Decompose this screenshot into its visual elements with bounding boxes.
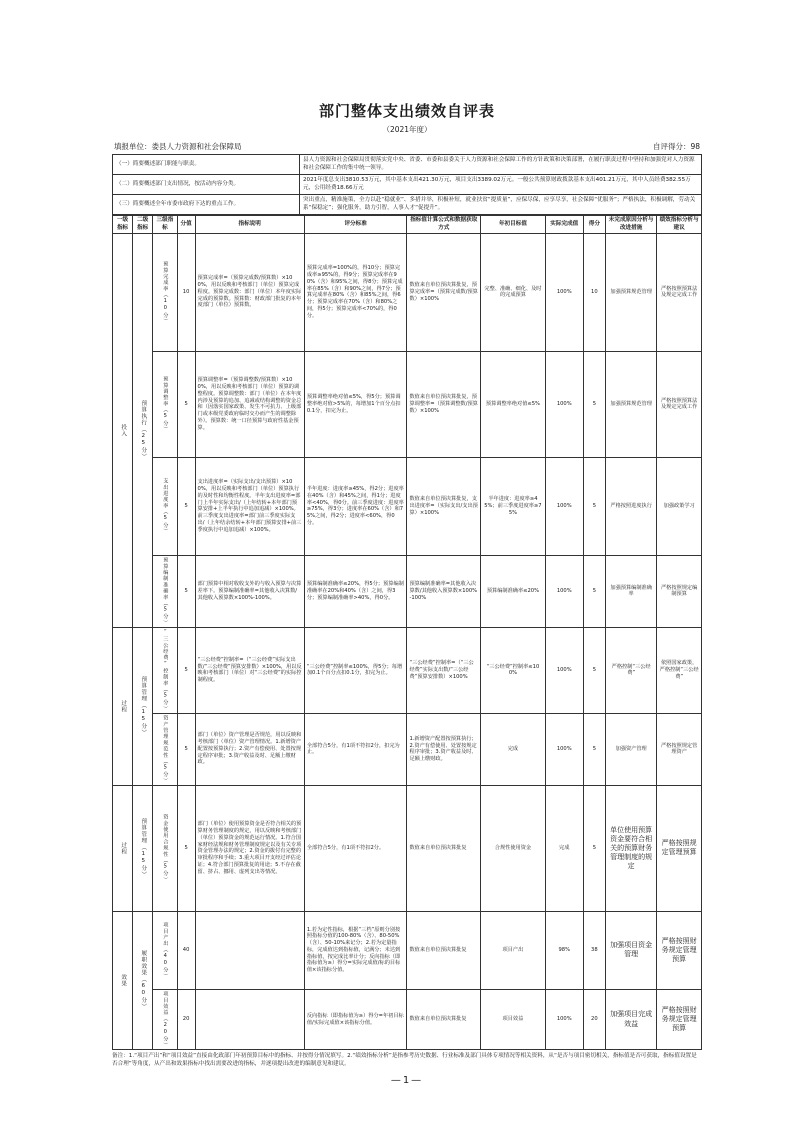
- score-cell: 40: [177, 911, 195, 989]
- level1-cell: 过程: [113, 785, 133, 911]
- got-cell: 5: [583, 351, 605, 457]
- score-cell: 5: [177, 351, 195, 457]
- table-row: [113, 457, 702, 555]
- table-row: [113, 713, 702, 785]
- actual-cell: 100%: [545, 555, 583, 627]
- table-row: [113, 911, 702, 989]
- target-cell: 完整、准确、细化、及时的完成预算: [481, 233, 546, 351]
- level3-cell: 支出进度率（5分）: [153, 457, 178, 555]
- advice-cell: 严格按照规定管理资产: [657, 713, 702, 785]
- desc-cell: “三公经费”控制率=（“三公经费”实际支出数/“三公经费”预算安排数）×100%，用以反映和考核部门（单位）对“三公经费”的实际控制程度。: [195, 627, 304, 713]
- actual-cell: 100%: [545, 233, 583, 351]
- table-row: [113, 627, 702, 713]
- got-cell: 10: [583, 233, 605, 351]
- table-row: [113, 351, 702, 457]
- page-title: 部门整体支出绩效自评表: [318, 102, 495, 120]
- advice-cell: 严格按照预算法及规定完成工作: [657, 351, 702, 457]
- got-cell: 38: [583, 911, 605, 989]
- target-cell: 预算编制准确率≤20%: [481, 555, 546, 627]
- indicator-table: [112, 215, 702, 1050]
- table-row: [113, 233, 702, 351]
- score-cell: 5: [177, 457, 195, 555]
- rule-cell: 预算编制准确率≤20%，得5分；预算编制准确率在20%和40%（含）之间，得3分；预算编制准确率>40%，得0分。: [304, 555, 407, 627]
- level2-cell: 预算管理（15分）: [133, 785, 153, 911]
- formula-cell: 数值来自单位预决算批复: [407, 785, 481, 911]
- actual-cell: 完成: [545, 785, 583, 911]
- got-cell: 5: [583, 555, 605, 627]
- desc-cell: 部门（单位）使用预算资金是否符合相关的预算财务管理制度的规定，用以反映和考核部门（单位）预算资金的规范运行情况。1.符合国家财经法规和财务管理制度规定以及有关专项资金管理办法的规定；2.资金的拨付有完整的审批程序和手续；3.重大项目开支经过评估论证；4.符合部门预算批复的用途；5.不存在截留、挤占、挪用、虚列支出等情况。: [195, 785, 304, 911]
- rule-cell: 全部符合5分，有1项不符扣2分，扣完为止。: [304, 713, 407, 785]
- level1-cell: 过程: [113, 627, 133, 785]
- reason-cell: 加强项目资金管理: [606, 911, 657, 989]
- reporting-unit: 填报单位：娄县人力资源和社会保障局: [114, 142, 242, 151]
- advice-cell: 严格按照预算法及规定完成工作: [657, 233, 702, 351]
- level3-cell: 资金使用合规性（5分）: [153, 785, 178, 911]
- summary-text: 突出重点，精准施策，全力以赴“稳就业”、多措并举，积极补短，就业扶贫“提质量”，应保尽保，应享尽享，社会保障“优服务”；严格执法，积极调解，劳动关系“保稳定”；强化服务，助力引智，人事人才“促提升”。: [300, 195, 702, 215]
- year-subtitle: （2021年度）: [382, 125, 432, 134]
- got-cell: 5: [583, 457, 605, 555]
- desc-cell: 支出进度率=（实际支出/支出预算）×100%，用以反映和考核部门（单位）预算执行的及时性和均衡性程度。半年支出进度率=部门上半年实际支出/（上年结转+本年部门预算安排+上半年执行中追加追减）×100%。前三季度支出进度率=部门前三季度实际支出/（上年结余结转+本年部门预算安排+前三季度执行中追加追减）×100%。: [195, 457, 304, 555]
- col-header: 指标说明: [195, 216, 304, 234]
- col-header: 一级指标: [113, 216, 133, 234]
- rule-cell: 反向指标（即指标值为≥）得分=年初目标值/实际完成值×该指标分值。: [304, 989, 407, 1049]
- meta-row: [112, 141, 702, 152]
- level1-cell: 效果: [113, 911, 133, 1049]
- level3-cell: “三公经费”控制率（5分）: [153, 627, 178, 713]
- formula-cell: 预算编制准确率=其他收入决算数/其他收入预算数×100%-100%: [407, 555, 481, 627]
- actual-cell: 100%: [545, 989, 583, 1049]
- got-cell: 5: [583, 785, 605, 911]
- summary-label: （二）简要概述部门支出情况，按活动内容分类。: [113, 175, 300, 195]
- header-row: [113, 216, 702, 234]
- page-number: —1—: [390, 1074, 424, 1086]
- col-header: 评分标准: [304, 216, 407, 234]
- formula-cell: 数值来自单位预决算批复: [407, 911, 481, 989]
- col-header: 实际完成值: [545, 216, 583, 234]
- target-cell: 项目产出: [481, 911, 546, 989]
- got-cell: 5: [583, 627, 605, 713]
- formula-cell: 数值来自单位预决算批复，预算完成率=（预算完成数/预算数）×100%: [407, 233, 481, 351]
- actual-cell: 100%: [545, 627, 583, 713]
- level3-cell: 资产管理规范性（5分）: [153, 713, 178, 785]
- summary-label: （三）简要概述全年市委市政府下达的重点工作。: [113, 195, 300, 215]
- summary-row: [113, 195, 702, 215]
- level3-cell: 项目产出（40分）: [153, 911, 178, 989]
- level2-cell: 履职效果（60分）: [133, 911, 153, 1049]
- formula-cell: “三公经费”控制率=（“三公经费”实际支出数/“三公经费”预算安排数）×100%: [407, 627, 481, 713]
- actual-cell: 98%: [545, 911, 583, 989]
- self-score: 自评得分：98: [652, 142, 700, 151]
- score-cell: 5: [177, 785, 195, 911]
- level2-cell: 预算执行（25分）: [133, 233, 153, 627]
- summary-table: [112, 154, 702, 215]
- desc-cell: 预算完成率=（预算完成数/预算数）×100%，用以反映和考核部门（单位）预算完成程度。预算完成数：部门（单位）本年度实际完成的预算数。预算数：财政部门批复的本年度部门（单位）预算数。: [195, 233, 304, 351]
- target-cell: 合规性使用资金: [481, 785, 546, 911]
- score-cell: 20: [177, 989, 195, 1049]
- reason-cell: 严格控制“三公经费”: [606, 627, 657, 713]
- document-page: [112, 100, 702, 1086]
- desc-cell: 部门（单位）资产管理是否规范，用以反映和考核部门（单位）资产管理情况。1.新增资产配置按预算执行；2.资产有偿使用、处置按规定程序审批；3.资产收益及时、足额上缴财政。: [195, 713, 304, 785]
- rule-cell: 全部符合5分，有1项不符扣2分。: [304, 785, 407, 911]
- col-header: 得分: [583, 216, 605, 234]
- formula-cell: 1.新增资产配置按预算执行；2.资产有偿使用、处置按规定程序审批；3.资产收益及时、足额上缴财政。: [407, 713, 481, 785]
- reason-cell: 加强预算编制准确率: [606, 555, 657, 627]
- actual-cell: 100%: [545, 351, 583, 457]
- advice-cell: 严格按照财务规定管理预算: [657, 911, 702, 989]
- summary-text: 2021年度总支出3810.53万元，其中基本支出421.30万元，项目支出3389.02万元。一般公共预算财政拨款基本支出401.21万元，其中人员经费382.55万元，公用经费18.66万元: [300, 175, 702, 195]
- col-header: 年初目标值: [481, 216, 546, 234]
- score-cell: 5: [177, 555, 195, 627]
- advice-cell: 严格按照规定管理预算: [657, 785, 702, 911]
- footnote: 备注：1.“项目产出”和“项目效益”直接由化政部门年初预算目标中的指标、并按得分情况填写。2.“绩效指标分析”是指参考历史数据、行业标准及部门具体专项情况等相关资料，从“是否与项目密切相关，指标值是否可获取，指标值设置是否合理”等角度，从产出和效果指标中找出需要改进的指标，并逐项提出改进的编制意见和建议。: [112, 1053, 697, 1068]
- reason-cell: 单位使用预算资金要符合相关的预算财务管理制度的规定: [606, 785, 657, 911]
- rule-cell: 预算调整率绝对值≤5%，得5分；预算调整率绝对值>5%的，每增加1个百分点扣0.1分，扣完为止。: [304, 351, 407, 457]
- level3-cell: 项目效益（20分）: [153, 989, 178, 1049]
- score-cell: 5: [177, 713, 195, 785]
- desc-cell: 预算调整率=（预算调整数/预算数）×100%，用以反映和考核部门（单位）预算的调整程度。预算调整数：部门（单位）在本年度内涉及预算的追加、追减或结构调整的资金总和（因落实国家政策、发生不可抗力、上级部门或本级党委政府临时交办而产生的调整除外）。预算数：统一口径预算与政府性基金预算。: [195, 351, 304, 457]
- level3-cell: 预算编制准确率（5分）: [153, 555, 178, 627]
- rule-cell: 1.若为定性指标，根据“三档”原则分别按照指标分值的100-80%（含）、80-50%（含）、50-10%来记分；2.若为定量指标，完成值达到指标值，记满分；未达到指标值，按完成比率计分；反向指标（即指标值为≥）得分=实际完成值/标的目标值×该指标分值。: [304, 911, 407, 989]
- reason-cell: 加强预算规范管理: [606, 351, 657, 457]
- formula-cell: 数值来自单位预决算批复，预算调整率=（预算调整数/预算数）×100%: [407, 351, 481, 457]
- table-row: [113, 555, 702, 627]
- col-header: 二级指标: [133, 216, 153, 234]
- formula-cell: 数值来自单位预决算批复: [407, 989, 481, 1049]
- col-header: 三级指标: [153, 216, 178, 234]
- target-cell: 半年进度：进度率≥45%；前三季度进度率≥75%: [481, 457, 546, 555]
- score-cell: 5: [177, 627, 195, 713]
- desc-cell: [195, 989, 304, 1049]
- table-row: [113, 989, 702, 1049]
- reason-cell: 加强项目完成效益: [606, 989, 657, 1049]
- advice-cell: 严格按照规定编制预算: [657, 555, 702, 627]
- summary-label: （一）简要概述部门职能与职责。: [113, 155, 300, 175]
- reason-cell: 严格按照进度执行: [606, 457, 657, 555]
- rule-cell: 预算完成率=100%的，得10分；预算完成率≥95%的，得9分；预算完成率在90%（含）和95%之间，得8分；预算完成率在85%（含）和90%之间，得7分；预算完成率在80%（含）和85%之间，得6分；预算完成率在70%（含）和80%之间，得5分；预算完成率<70%的，得0分。: [304, 233, 407, 351]
- reason-cell: 加强资产管理: [606, 713, 657, 785]
- target-cell: 完成: [481, 713, 546, 785]
- desc-cell: [195, 911, 304, 989]
- col-header: 未完成原因分析与改进措施: [606, 216, 657, 234]
- desc-cell: 部门预算中相对收收支外的与收入预算与决算差率下。预算编制准确率=其他收入决算数/其他收入预算数×100%-100%。: [195, 555, 304, 627]
- got-cell: 20: [583, 989, 605, 1049]
- advice-cell: 严格按照财务规定管理预算: [657, 989, 702, 1049]
- level3-cell: 预算完成率（10分）: [153, 233, 178, 351]
- level3-cell: 预算调整率（5分）: [153, 351, 178, 457]
- summary-row: [113, 175, 702, 195]
- advice-cell: 依照国家政策，严格控制“三公经费”: [657, 627, 702, 713]
- col-header: 指标值计算公式和数据获取方式: [407, 216, 481, 234]
- rule-cell: 半年进度：进度率≥45%，得2分；进度率在40%（含）和45%之间，得1分；进度率<40%，得0分。前三季度进度：进度率≥75%，得3分；进度率在60%（含）和75%之间，得2分；进度率<60%，得0分。: [304, 457, 407, 555]
- actual-cell: 100%: [545, 457, 583, 555]
- target-cell: 预算调整率绝对值≤5%: [481, 351, 546, 457]
- target-cell: 项目效益: [481, 989, 546, 1049]
- target-cell: “三公经费”控制率≤100%: [481, 627, 546, 713]
- summary-row: [113, 155, 702, 175]
- score-cell: 10: [177, 233, 195, 351]
- actual-cell: 100%: [545, 713, 583, 785]
- col-header: 分值: [177, 216, 195, 234]
- rule-cell: “三公经费”控制率≤100%，得5分；每增加0.1个百分点扣0.1分，扣完为止。: [304, 627, 407, 713]
- advice-cell: 加强政策学习: [657, 457, 702, 555]
- formula-cell: 数值来自单位预决算批复，支出进度率=（实际支出/支出预算）×100%: [407, 457, 481, 555]
- got-cell: 5: [583, 713, 605, 785]
- col-header: 绩效指标分析与建议: [657, 216, 702, 234]
- reason-cell: 加强预算规范管理: [606, 233, 657, 351]
- level1-cell: 投入: [113, 233, 133, 627]
- level2-cell: 预算管理（15分）: [133, 627, 153, 785]
- table-row: [113, 785, 702, 911]
- summary-text: 县人力资源和社会保障局贯彻落实党中央、省委、市委和县委关于人力资源和社会保障工作的方针政策和决策部署，在履行职责过程中坚持和加强党对人力资源和社会保障工作的集中统一领导。: [300, 155, 702, 175]
